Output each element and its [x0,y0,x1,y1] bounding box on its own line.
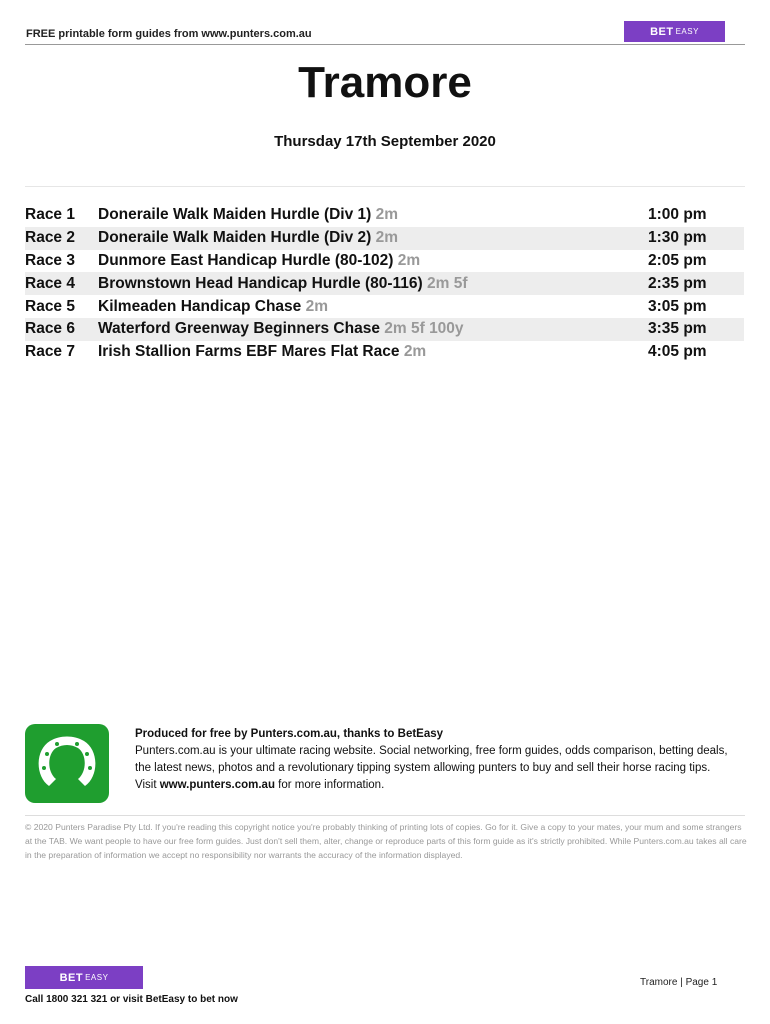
beteasy-logo-bottom[interactable] [25,966,143,989]
race-name: Doneraile Walk Maiden Hurdle (Div 1) [98,206,372,224]
copyright-notice: © 2020 Punters Paradise Pty Ltd. If you're reading this copyright notice you're probably thinking of printing lots of copies. Go for it. Give a copy to your mates, your mum and some strangers at the TAB. We want people to have our free form guides. Just don't sell them, alter, change or reproduce parts of this form guide as it's strictly prohibited. While Punters.com.au takes all care in the preparation of information we accept no responsibility nor warrants the accuracy of the information displayed. [25,822,747,860]
logo-easy-text: EASY [85,973,109,982]
race-name: Brownstown Head Handicap Hurdle (80-116) [98,274,423,292]
footer-page-number: Tramore | Page 1 [640,977,718,988]
race-list [25,204,744,364]
race-time: 1:00 pm [648,206,707,224]
race-time: 2:05 pm [648,251,707,269]
race-number: Race 5 [25,297,75,315]
race-number: Race 7 [25,343,75,361]
race-number: Race 4 [25,274,75,292]
visit-suffix: for more information. [278,779,385,791]
race-name: Doneraile Walk Maiden Hurdle (Div 2) [98,229,372,247]
race-row [25,318,744,341]
race-row [25,227,744,250]
footer-call-text: Call 1800 321 321 or visit BetEasy to bet now [25,994,238,1005]
produced-heading: Produced for free by Punters.com.au, thanks to BetEasy [135,728,444,740]
visit-line [135,777,745,794]
race-number: Race 1 [25,206,75,224]
visit-prefix: Visit [135,779,157,791]
logo-bet-text: BET [59,971,84,984]
race-time: 2:35 pm [648,274,707,292]
race-title-cell [98,320,648,338]
race-time: 3:35 pm [648,320,707,338]
produced-by-block [135,726,745,794]
race-distance: 2m 5f 100y [384,320,464,338]
race-name: Dunmore East Handicap Hurdle (80-102) [98,251,394,269]
copyright-divider [25,815,745,816]
race-name: Waterford Greenway Beginners Chase [98,320,380,338]
race-time: 1:30 pm [648,229,707,247]
logo-bet-text: BET [650,25,674,38]
race-number: Race 2 [25,229,75,247]
race-title-cell [98,275,648,293]
race-distance: 2m [403,343,427,361]
horseshoe-icon [25,724,109,803]
race-title-cell [98,252,648,270]
race-number: Race 6 [25,320,75,338]
page-title: Tramore [298,58,472,107]
race-row [25,272,744,295]
race-title-cell [98,206,648,224]
race-distance: 2m [305,297,329,315]
race-name: Irish Stallion Farms EBF Mares Flat Race [98,343,400,361]
header-tagline: FREE printable form guides from www.punters.com.au [26,28,312,40]
race-distance: 2m [375,206,399,224]
meeting-date: Thursday 17th September 2020 [274,133,496,150]
race-row [25,341,744,364]
race-title-cell [98,343,648,361]
race-row [25,295,744,318]
race-title-cell [98,298,648,316]
race-time: 3:05 pm [648,297,707,315]
title-divider [25,186,745,187]
race-distance: 2m [375,229,399,247]
race-distance: 2m 5f [427,274,468,292]
race-title-cell [98,229,648,247]
header-divider [25,44,745,45]
race-row [25,204,744,227]
produced-body: Punters.com.au is your ultimate racing website. Social networking, free form guides, odds comparison, betting deals, the latest news, photos and a revolutionary tipping system allowing punters to buy and sell their horse racing tips. [135,745,728,774]
race-distance: 2m [397,251,421,269]
race-row [25,250,744,273]
race-time: 4:05 pm [648,343,707,361]
race-name: Kilmeaden Handicap Chase [98,297,302,315]
beteasy-logo-top[interactable] [624,21,725,42]
punters-link[interactable]: www.punters.com.au [159,779,275,791]
race-number: Race 3 [25,251,75,269]
punters-app-icon [25,724,109,803]
logo-easy-text: EASY [675,27,699,36]
